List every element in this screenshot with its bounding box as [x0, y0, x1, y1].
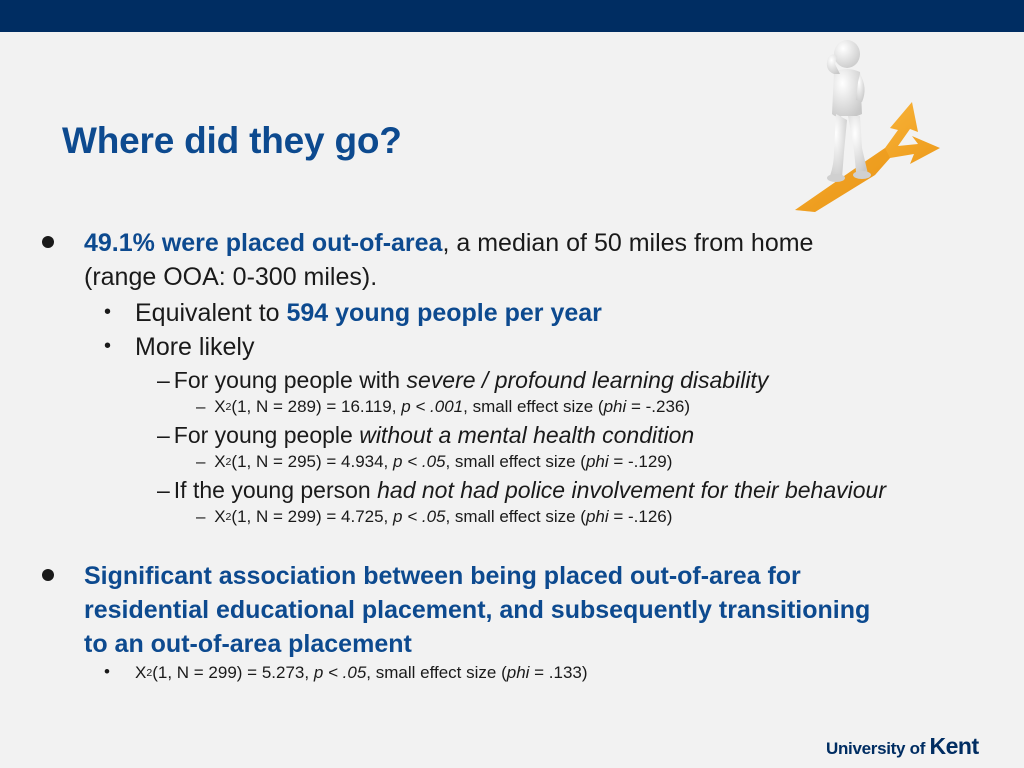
- dash-glyph: –: [157, 367, 170, 393]
- more-likely-line: More likely: [135, 333, 255, 361]
- item-3-emphasis: had not had police involvement for their behaviour: [377, 477, 886, 503]
- item-2-emphasis: without a mental health condition: [359, 422, 695, 448]
- phi-label: phi: [506, 663, 530, 682]
- chi-superscript: 2: [225, 510, 232, 523]
- stat-line-2: [196, 452, 672, 472]
- out-of-area-highlight: 49.1% were placed out-of-area: [84, 229, 443, 257]
- effect-size-text: , small effect size (: [366, 663, 507, 682]
- phi-label: phi: [585, 507, 609, 526]
- p-value: p < .05: [313, 663, 367, 682]
- dash-glyph: –: [157, 422, 170, 448]
- effect-size-text: , small effect size (: [445, 507, 586, 526]
- item-1-pre: For young people with: [173, 367, 407, 393]
- item-2-pre: For young people: [173, 422, 360, 448]
- dash-glyph: –: [196, 452, 206, 471]
- phi-label: phi: [585, 452, 609, 471]
- chi-superscript: 2: [225, 455, 232, 468]
- p-value: p < .05: [393, 507, 446, 526]
- phi-label: phi: [603, 397, 627, 416]
- chi-symbol: X: [135, 663, 147, 682]
- more-likely-item-2: [157, 422, 694, 449]
- stat-line-1: [196, 397, 690, 417]
- phi-value: = -.236): [626, 397, 691, 416]
- stat-value: (1, N = 299) = 4.725,: [231, 507, 394, 526]
- item-3-pre: If the young person: [173, 477, 378, 503]
- p-value: p < .05: [393, 452, 446, 471]
- logo-university-of: University of: [826, 739, 930, 758]
- equivalent-prefix: Equivalent to: [135, 299, 287, 327]
- phi-value: = -.126): [608, 507, 673, 526]
- young-people-per-year-highlight: 594 young people per year: [286, 299, 602, 327]
- sub-bullet-1: •: [104, 301, 112, 323]
- sub-bullet-2: •: [104, 335, 112, 357]
- stat-line-4: [135, 663, 588, 683]
- main-bullet-2: [42, 569, 54, 581]
- stat-value: (1, N = 295) = 4.934,: [231, 452, 394, 471]
- dash-glyph: –: [157, 477, 170, 503]
- effect-size-text: , small effect size (: [445, 452, 586, 471]
- equivalent-line: [135, 299, 602, 328]
- chi-symbol: X: [214, 507, 226, 526]
- logo-kent: Kent: [929, 733, 979, 759]
- slide-title: Where did they go?: [62, 120, 402, 161]
- chi-symbol: X: [214, 452, 226, 471]
- sub-bullet-3: •: [104, 662, 110, 681]
- stat-value: (1, N = 289) = 16.119,: [231, 397, 402, 416]
- more-likely-item-3: [157, 477, 886, 504]
- main-bullet-1: [42, 236, 54, 248]
- chi-superscript: 2: [225, 400, 232, 413]
- bullet-1-line-1: [84, 229, 813, 258]
- phi-value: = -.129): [608, 452, 673, 471]
- bullet-1-rest-text: , a median of 50 miles from home: [442, 229, 814, 257]
- p-value: p < .001: [401, 397, 464, 416]
- stat-line-3: [196, 507, 672, 527]
- more-likely-item-1: [157, 367, 768, 394]
- bullet-2-line-3: to an out-of-area placement: [84, 630, 412, 658]
- bullet-2-line-1: Significant association between being placed out-of-area for: [84, 562, 801, 590]
- university-of-kent-logo: [826, 733, 979, 760]
- chi-superscript: 2: [146, 666, 153, 679]
- chi-symbol: X: [214, 397, 226, 416]
- phi-value: = .133): [529, 663, 588, 682]
- dash-glyph: –: [196, 397, 206, 416]
- stat-value: (1, N = 299) = 5.273,: [152, 663, 314, 682]
- bullet-1-line-2: (range OOA: 0-300 miles).: [84, 263, 378, 291]
- dash-glyph: –: [196, 507, 206, 526]
- effect-size-text: , small effect size (: [463, 397, 604, 416]
- item-1-emphasis: severe / profound learning disability: [406, 367, 769, 393]
- bullet-2-line-2: residential educational placement, and subsequently transitioning: [84, 596, 871, 624]
